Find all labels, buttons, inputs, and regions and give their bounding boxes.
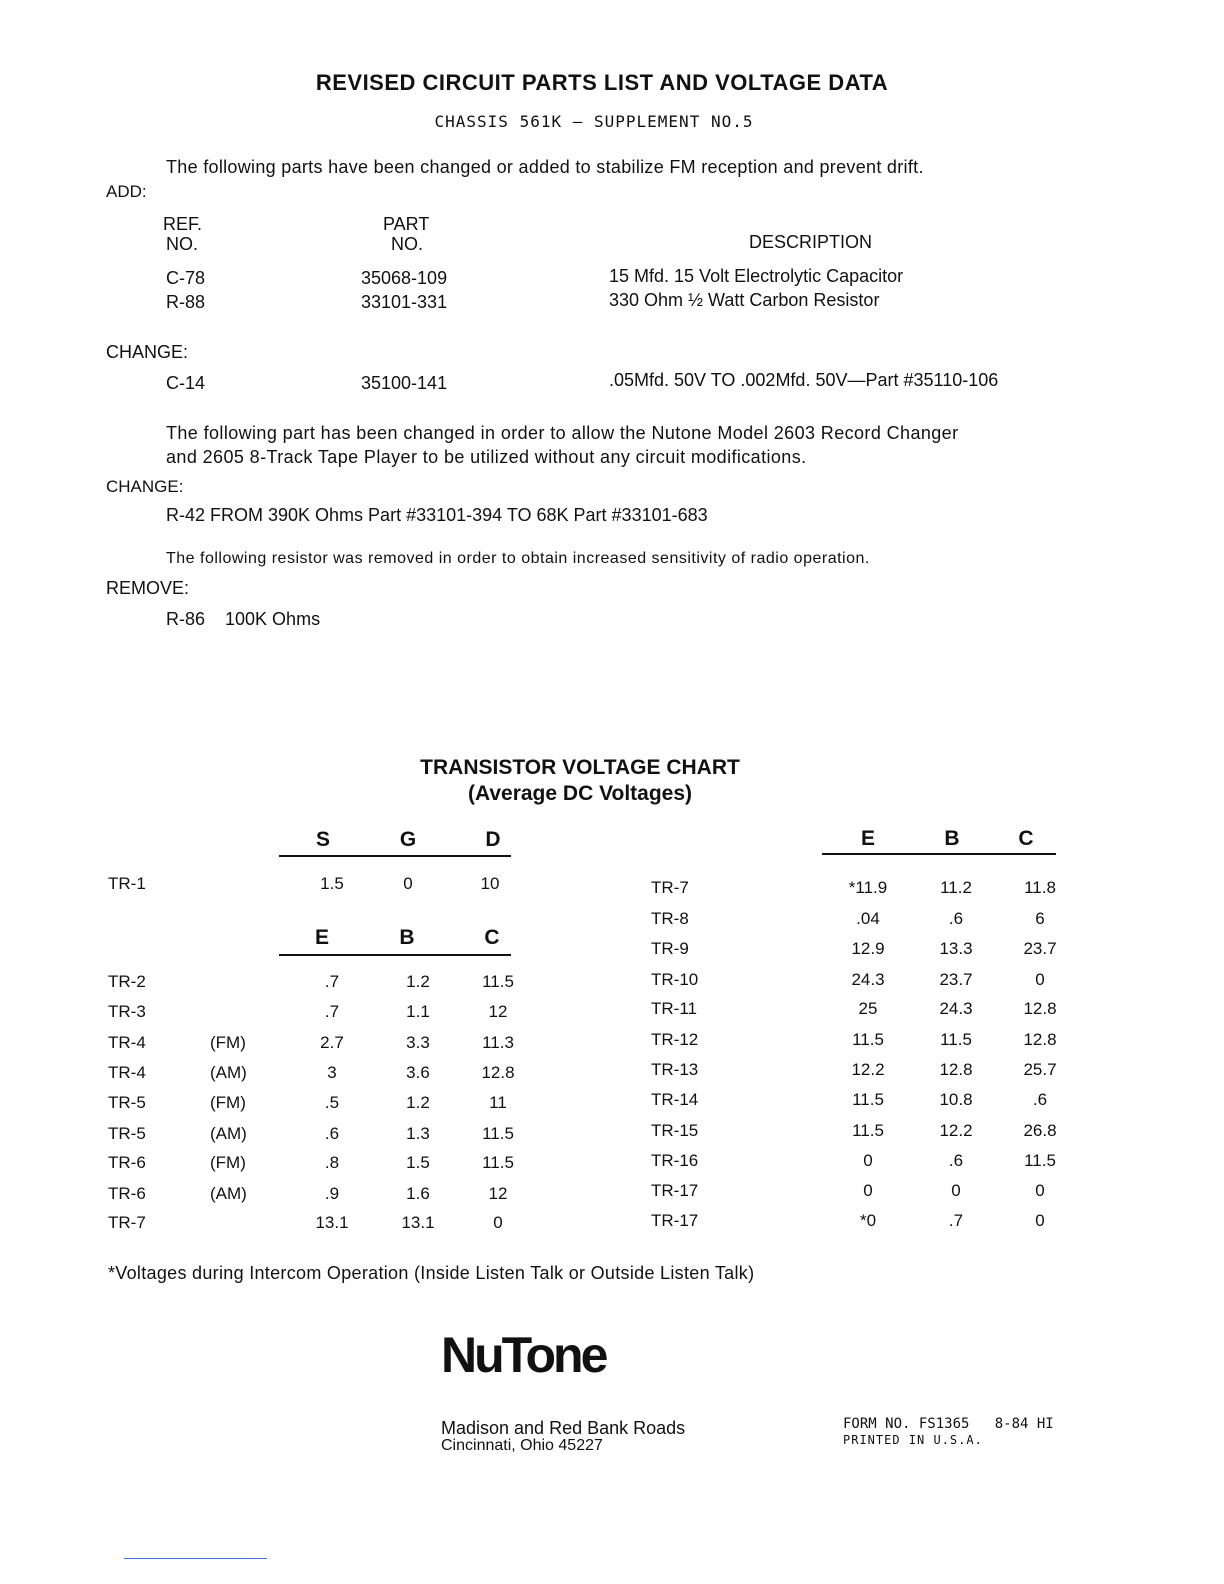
- part-no: 33101-331: [361, 292, 448, 312]
- description: .05Mfd. 50V TO .002Mfd. 50V—Part #35110-106: [609, 370, 999, 390]
- value-c: 23.7: [1023, 939, 1057, 958]
- transistor-label: TR-13: [651, 1060, 699, 1079]
- value-c: 11.5: [482, 1153, 514, 1172]
- col-part-label: PART: [383, 214, 430, 234]
- value-e: .6: [324, 1124, 340, 1143]
- transistor-label: TR-6: [108, 1184, 146, 1203]
- value-b: 13.1: [401, 1213, 435, 1232]
- col-header-c: C: [1018, 827, 1034, 850]
- value-c: 12: [488, 1002, 508, 1021]
- value-e: .7: [324, 1002, 340, 1021]
- value-e: 0: [863, 1151, 873, 1170]
- value-b: 24.3: [939, 999, 973, 1018]
- value-c: 6: [1035, 909, 1045, 928]
- value-e: 11.5: [852, 1090, 884, 1109]
- col-header-s: S: [315, 828, 330, 851]
- transistor-label: TR-16: [651, 1151, 699, 1170]
- col-header-g: G: [399, 828, 417, 851]
- value-e: .8: [324, 1153, 340, 1172]
- value-e: *0: [859, 1211, 877, 1230]
- value-c: 0: [1035, 1211, 1045, 1230]
- transistor-label: TR-6: [108, 1153, 146, 1172]
- add-label: ADD:: [106, 182, 147, 201]
- mode-label: (AM): [210, 1124, 247, 1143]
- transistor-label: TR-14: [651, 1090, 699, 1109]
- scan-edge-line: [124, 1558, 267, 1559]
- transistor-label: TR-4: [108, 1063, 146, 1082]
- chart-subtitle: (Average DC Voltages): [467, 782, 693, 805]
- value-c: 0: [1035, 1181, 1045, 1200]
- transistor-label: TR-5: [108, 1093, 146, 1112]
- transistor-label: TR-7: [108, 1213, 146, 1232]
- value-c: .6: [1032, 1090, 1048, 1109]
- transistor-label: TR-10: [651, 970, 699, 989]
- value-c: 12.8: [1023, 1030, 1057, 1049]
- transistor-label: TR-1: [108, 874, 146, 893]
- value-e: 2.7: [320, 1033, 344, 1052]
- value-b: 0: [951, 1181, 961, 1200]
- transistor-label: TR-8: [651, 909, 689, 928]
- col-header-e: E: [314, 926, 329, 949]
- value-b: 1.5: [406, 1153, 430, 1172]
- value-e: 12.2: [851, 1060, 885, 1079]
- part-no: 35068-109: [361, 268, 448, 288]
- value-b: 1.1: [406, 1002, 430, 1021]
- value-e: 3: [327, 1063, 337, 1082]
- value-e: 11.5: [852, 1121, 884, 1140]
- address-line1: Madison and Red Bank Roads: [441, 1418, 686, 1438]
- value-e: 0: [863, 1181, 873, 1200]
- section2-intro-line2: and 2605 8-Track Tape Player to be utilized without any circuit modifications.: [166, 447, 807, 467]
- value-c: 26.8: [1023, 1121, 1057, 1140]
- mode-label: (FM): [210, 1033, 246, 1052]
- value-b: .6: [948, 1151, 964, 1170]
- mode-label: (AM): [210, 1063, 247, 1082]
- value-e: 11.5: [852, 1030, 884, 1049]
- header-rule: [822, 853, 1056, 855]
- value-b: 11.2: [940, 878, 972, 897]
- value-b: 1.2: [406, 1093, 430, 1112]
- value-c: 11.8: [1024, 878, 1056, 897]
- value-b: .6: [948, 909, 964, 928]
- transistor-label: TR-15: [651, 1121, 699, 1140]
- transistor-label: TR-11: [651, 999, 697, 1018]
- value-c: 12.8: [1023, 999, 1057, 1018]
- mode-label: (AM): [210, 1184, 247, 1203]
- transistor-label: TR-2: [108, 972, 146, 991]
- mode-label: (FM): [210, 1093, 246, 1112]
- footnote: *Voltages during Intercom Operation (Inside Listen Talk or Outside Listen Talk): [108, 1263, 755, 1283]
- description: 15 Mfd. 15 Volt Electrolytic Capacitor: [609, 266, 904, 286]
- value-e: .7: [324, 972, 340, 991]
- value-c: 11.5: [482, 1124, 514, 1143]
- section3-intro: The following resistor was removed in order to obtain increased sensitivity of radio operation.: [166, 550, 870, 567]
- description: 330 Ohm ½ Watt Carbon Resistor: [609, 290, 880, 310]
- chart-title: TRANSISTOR VOLTAGE CHART: [420, 756, 740, 779]
- col-header-b: B: [944, 827, 960, 850]
- value-c: 12.8: [481, 1063, 515, 1082]
- col-header-e: E: [860, 827, 875, 850]
- col-header-c: C: [484, 926, 500, 949]
- page-title: REVISED CIRCUIT PARTS LIST AND VOLTAGE DATA: [315, 70, 889, 95]
- transistor-label: TR-3: [108, 1002, 146, 1021]
- transistor-label: TR-4: [108, 1033, 146, 1052]
- value-b: 3.6: [406, 1063, 430, 1082]
- value-b: 12.2: [939, 1121, 973, 1140]
- ref-no: R-88: [166, 292, 206, 312]
- value-e: .9: [324, 1184, 340, 1203]
- value-e: .04: [856, 909, 880, 928]
- value-b: 23.7: [939, 970, 973, 989]
- change-label: CHANGE:: [106, 342, 189, 362]
- part-no: 35100-141: [361, 373, 448, 393]
- value-b: 12.8: [939, 1060, 973, 1079]
- transistor-label: TR-17: [651, 1181, 699, 1200]
- value-d: 10: [480, 874, 500, 893]
- section2-intro-line1: The following part has been changed in order to allow the Nutone Model 2603 Record Changer: [166, 423, 959, 443]
- printed-in: PRINTED IN U.S.A.: [843, 1433, 983, 1447]
- value-s: 1.5: [320, 874, 344, 893]
- value-b: 10.8: [939, 1090, 973, 1109]
- value-e: *11.9: [848, 878, 888, 897]
- col-header-b: B: [399, 926, 415, 949]
- col-ref-label: REF.: [163, 214, 203, 234]
- transistor-label: TR-9: [651, 939, 689, 958]
- value-e: 25: [858, 999, 878, 1018]
- ref-no: C-78: [166, 268, 206, 288]
- value-c: 0: [493, 1213, 503, 1232]
- address-line2: Cincinnati, Ohio 45227: [441, 1437, 603, 1454]
- value-b: .7: [948, 1211, 964, 1230]
- transistor-label: TR-17: [651, 1211, 699, 1230]
- remove-text: R-86 100K Ohms: [166, 609, 321, 629]
- value-b: 3.3: [406, 1033, 430, 1052]
- value-e: 12.9: [851, 939, 885, 958]
- value-c: 11.3: [482, 1033, 514, 1052]
- transistor-label: TR-7: [651, 878, 689, 897]
- col-description-label: DESCRIPTION: [749, 232, 873, 252]
- value-b: 1.6: [406, 1184, 430, 1203]
- change-label-2: CHANGE:: [106, 477, 184, 496]
- value-c: 11: [489, 1093, 507, 1112]
- section1-intro: The following parts have been changed or added to stabilize FM reception and prevent drift.: [166, 157, 924, 177]
- value-c: 0: [1035, 970, 1045, 989]
- value-c: 11.5: [1024, 1151, 1056, 1170]
- value-b: 13.3: [939, 939, 973, 958]
- value-c: 12: [488, 1184, 508, 1203]
- value-c: 25.7: [1023, 1060, 1057, 1079]
- header-rule: [279, 954, 511, 956]
- value-g: 0: [403, 874, 413, 893]
- col-ref-label-2: NO.: [166, 234, 199, 254]
- page-subtitle: CHASSIS 561K – SUPPLEMENT NO.5: [434, 112, 754, 131]
- transistor-label: TR-5: [108, 1124, 146, 1143]
- col-header-d: D: [485, 828, 501, 851]
- r42-change-text: R-42 FROM 390K Ohms Part #33101-394 TO 68K Part #33101-683: [166, 505, 708, 525]
- remove-label: REMOVE:: [106, 578, 190, 598]
- value-c: 11.5: [482, 972, 514, 991]
- nutone-logo: NuTone: [441, 1327, 606, 1383]
- mode-label: (FM): [210, 1153, 246, 1172]
- transistor-label: TR-12: [651, 1030, 699, 1049]
- header-rule: [279, 855, 511, 857]
- value-b: 1.3: [406, 1124, 430, 1143]
- value-e: 13.1: [315, 1213, 349, 1232]
- ref-no: C-14: [166, 373, 206, 393]
- col-part-label-2: NO.: [391, 234, 424, 254]
- value-b: 11.5: [940, 1030, 972, 1049]
- value-e: 24.3: [851, 970, 885, 989]
- form-number: FORM NO. FS1365 8-84 HI: [843, 1416, 1054, 1432]
- value-b: 1.2: [406, 972, 430, 991]
- value-e: .5: [324, 1093, 340, 1112]
